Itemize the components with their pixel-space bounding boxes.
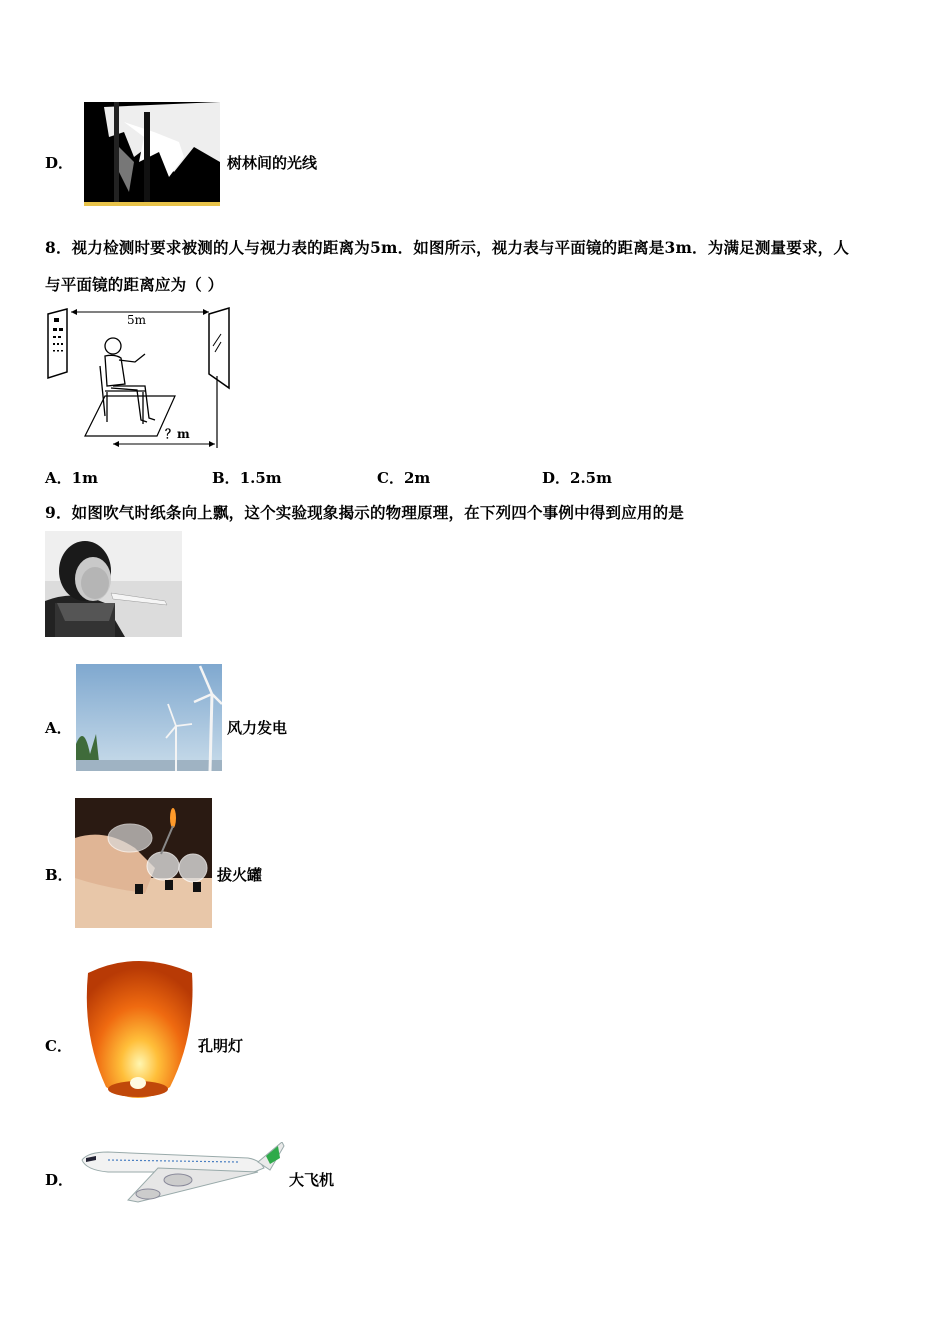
question-9-text: 9．如图吹气时纸条向上飘，这个实验现象揭示的物理原理，在下列四个事例中得到应用的是 [45,503,684,522]
option-letter: D． [45,154,74,172]
option-caption: 树林间的光线 [227,154,318,172]
option-caption: 孔明灯 [198,1037,244,1055]
option-caption: 风力发电 [227,719,288,737]
sky-lantern-photo [80,955,196,1108]
option-letter: C． [45,1037,72,1055]
q8-option-a [45,467,98,488]
top-distance-label: 5m [127,313,147,327]
blowing-paper-photo [45,531,182,637]
question-8-text-line2: 与平面镜的距离应为（ ） [45,275,224,294]
question-8-text-line1: 8．视力检测时要求被测的人与视力表的距离为5m．如图所示，视力表与平面镜的距离是3m．为满足测量要求，人 [45,238,850,257]
q8-option-b [212,467,282,488]
bottom-distance-label: ？m [165,427,190,441]
option-letter: D． [542,469,571,487]
forest-light-image [84,102,220,206]
airliner-photo [78,1142,286,1206]
q8-option-c [377,467,430,488]
option-letter: B． [212,469,240,487]
option-letter: B． [45,866,73,884]
option-value: 1.5m [239,469,282,487]
option-letter: D． [45,1171,74,1189]
q8-option-d [542,467,612,488]
wind-turbine-photo [76,664,222,771]
option-value: 2m [403,469,431,487]
option-value: 2.5m [570,469,612,487]
option-letter: A． [45,719,72,737]
option-value: 1m [71,469,98,487]
eye-chart-mirror-figure [45,306,235,448]
fire-cupping-photo [75,798,212,928]
option-letter: C． [377,469,404,487]
option-caption: 大飞机 [289,1171,335,1189]
option-caption: 拔火罐 [217,866,263,884]
option-letter: A． [45,469,72,487]
